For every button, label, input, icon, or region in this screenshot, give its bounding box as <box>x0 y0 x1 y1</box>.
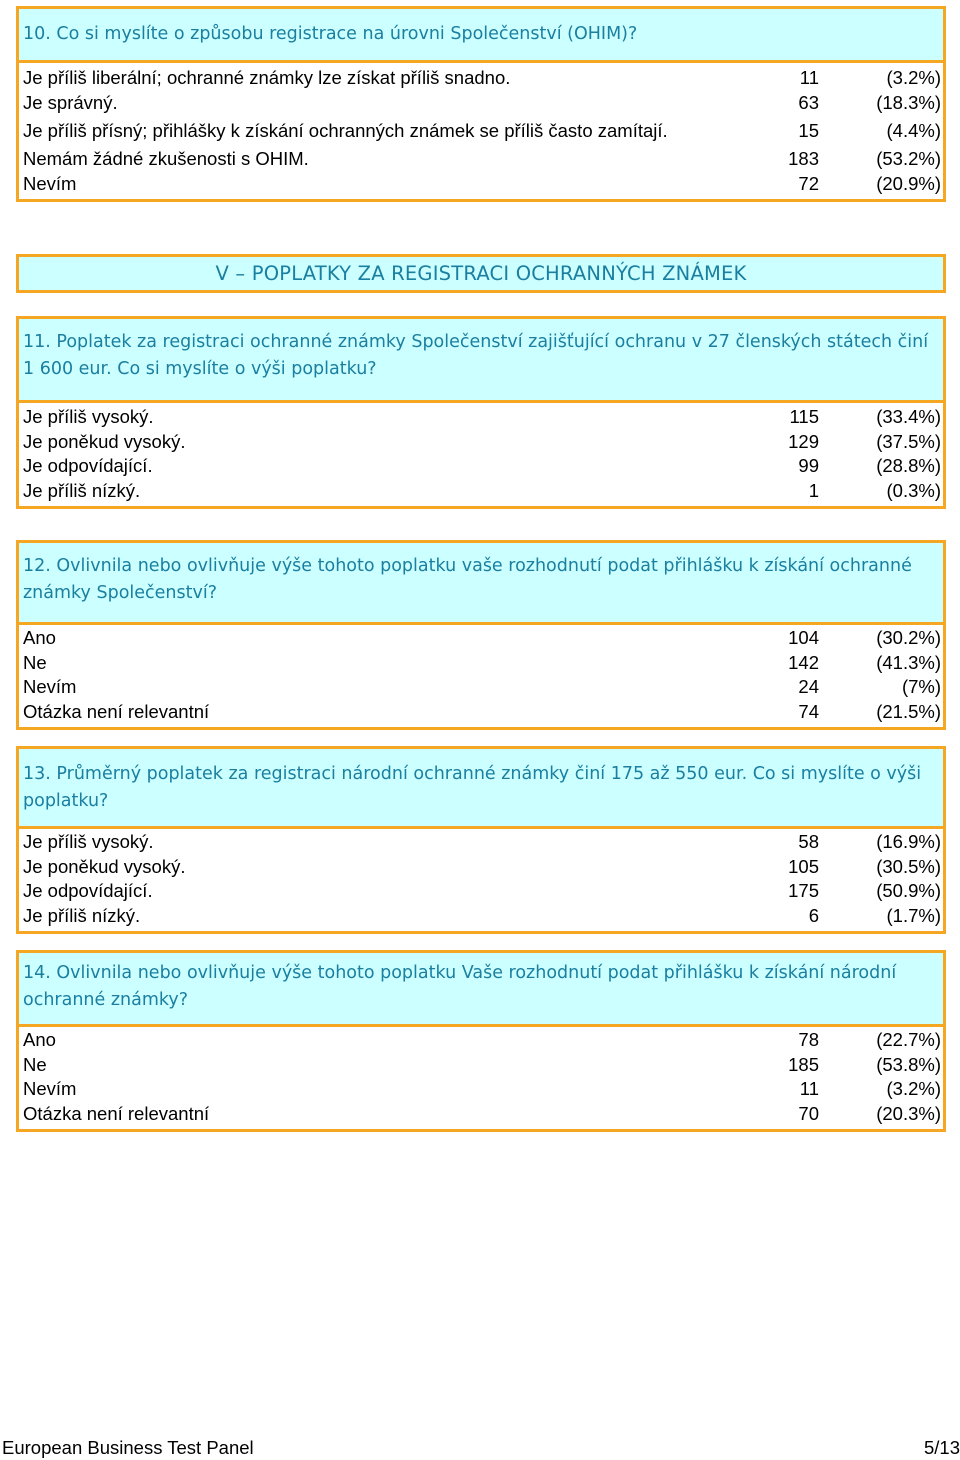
answer-percent: (30.2%) <box>876 627 941 648</box>
answer-label: Je poněkud vysoký. <box>23 855 186 877</box>
answer-row <box>19 675 943 700</box>
answer-count: 74 <box>798 700 819 722</box>
answer-label: Je příliš nízký. <box>23 479 141 501</box>
answer-label: Otázka není relevantní <box>23 1102 210 1124</box>
question-11-text: 11. Poplatek za registraci ochranné známky Společenství zajišťující ochranu v 27 členských státech činí 1 600 eur. Co si myslíte o výši poplatku? <box>19 319 943 403</box>
question-11-block <box>16 316 946 509</box>
answer-label: Je správný. <box>23 92 118 113</box>
answer-label: Je odpovídající. <box>23 880 153 901</box>
answer-percent: (4.4%) <box>886 119 941 141</box>
answer-row <box>19 879 943 904</box>
answer-row <box>19 830 943 855</box>
answer-row <box>19 91 943 116</box>
answer-label: Nevím <box>23 676 77 697</box>
answer-label: Ano <box>23 1029 56 1050</box>
page-number: 5/13 <box>923 1437 960 1458</box>
question-10-text: 10. Co si myslíte o způsobu registrace na úrovni Společenství (OHIM)? <box>19 9 943 63</box>
answer-percent: (53.8%) <box>876 1053 941 1075</box>
answer-row <box>19 172 943 197</box>
answer-count: 11 <box>799 1078 819 1099</box>
answer-percent: (22.7%) <box>876 1029 941 1050</box>
answer-label: Je příliš nízký. <box>23 904 141 926</box>
answer-percent: (18.3%) <box>876 92 941 113</box>
answer-count: 78 <box>798 1029 819 1050</box>
answer-count: 99 <box>798 455 819 476</box>
answer-label: Nevím <box>23 1078 77 1099</box>
answer-percent: (20.3%) <box>876 1102 941 1124</box>
answer-row <box>19 479 943 504</box>
section-heading: V – POPLATKY ZA REGISTRACI OCHRANNÝCH ZNÁMEK <box>16 254 946 293</box>
answer-count: 129 <box>788 430 819 452</box>
answer-count: 70 <box>798 1102 819 1124</box>
answer-label: Ne <box>23 651 47 673</box>
answer-percent: (21.5%) <box>876 700 941 722</box>
answer-label: Nevím <box>23 172 77 194</box>
answer-row <box>19 855 943 880</box>
question-10-block <box>16 6 946 202</box>
answer-percent: (28.8%) <box>876 455 941 476</box>
answer-percent: (33.4%) <box>876 406 941 427</box>
question-12-text: 12. Ovlivnila nebo ovlivňuje výše tohoto poplatku vaše rozhodnutí podat přihlášku k získání ochranné známky Společenství? <box>19 543 943 625</box>
answer-row <box>19 405 943 430</box>
answer-count: 1 <box>808 479 819 501</box>
answer-row <box>19 1053 943 1078</box>
question-14-block <box>16 950 946 1132</box>
answer-label: Je příliš liberální; ochranné známky lze získat příliš snadno. <box>23 67 511 88</box>
answer-row <box>19 65 943 91</box>
answer-label: Je odpovídající. <box>23 455 153 476</box>
answer-count: 72 <box>798 172 819 194</box>
answer-label: Otázka není relevantní <box>23 700 210 722</box>
answer-percent: (37.5%) <box>876 430 941 452</box>
answer-count: 6 <box>808 904 819 926</box>
question-12-block <box>16 540 946 730</box>
answer-row <box>19 626 943 651</box>
answer-count: 15 <box>798 119 819 141</box>
answer-label: Nemám žádné zkušenosti s OHIM. <box>23 147 309 169</box>
answer-row <box>19 904 943 929</box>
answer-label: Je příliš přísný; přihlášky k získání ochranných známek se příliš často zamítají. <box>23 119 668 141</box>
answer-label: Ne <box>23 1053 47 1075</box>
answer-count: 185 <box>788 1053 819 1075</box>
answer-percent: (1.7%) <box>886 904 941 926</box>
answer-row <box>19 454 943 479</box>
answer-row <box>19 1102 943 1127</box>
answer-percent: (20.9%) <box>876 172 941 194</box>
answer-row <box>19 116 943 146</box>
answer-label: Je příliš vysoký. <box>23 831 154 852</box>
answer-count: 63 <box>798 92 819 113</box>
answer-percent: (30.5%) <box>876 855 941 877</box>
answer-percent: (41.3%) <box>876 651 941 673</box>
answer-percent: (7%) <box>901 676 941 697</box>
answer-label: Je poněkud vysoký. <box>23 430 186 452</box>
answer-count: 24 <box>798 676 819 697</box>
answer-count: 11 <box>799 67 819 88</box>
answer-count: 58 <box>798 831 819 852</box>
answer-count: 142 <box>788 651 819 673</box>
answer-percent: (0.3%) <box>886 479 941 501</box>
answer-row <box>19 700 943 725</box>
answer-count: 183 <box>788 147 819 169</box>
answer-count: 104 <box>788 627 819 648</box>
question-13-text: 13. Průměrný poplatek za registraci národní ochranné známky činí 175 až 550 eur. Co si myslíte o výši poplatku? <box>19 749 943 829</box>
answer-percent: (16.9%) <box>876 831 941 852</box>
answer-percent: (53.2%) <box>876 147 941 169</box>
answer-row <box>19 430 943 455</box>
answer-row <box>19 1077 943 1102</box>
answer-percent: (3.2%) <box>886 67 941 88</box>
question-14-text: 14. Ovlivnila nebo ovlivňuje výše tohoto poplatku Vaše rozhodnutí podat přihlášku k získání národní ochranné známky? <box>19 953 943 1027</box>
answer-count: 115 <box>789 406 819 427</box>
answer-label: Je příliš vysoký. <box>23 406 154 427</box>
answer-label: Ano <box>23 627 56 648</box>
answer-count: 175 <box>788 880 819 901</box>
page-footer <box>0 1436 960 1460</box>
answer-row <box>19 1028 943 1053</box>
answer-row <box>19 651 943 676</box>
answer-percent: (3.2%) <box>886 1078 941 1099</box>
footer-title: European Business Test Panel <box>2 1437 254 1458</box>
answer-row <box>19 146 943 172</box>
answer-count: 105 <box>788 855 819 877</box>
question-13-block <box>16 746 946 934</box>
answer-percent: (50.9%) <box>876 880 941 901</box>
